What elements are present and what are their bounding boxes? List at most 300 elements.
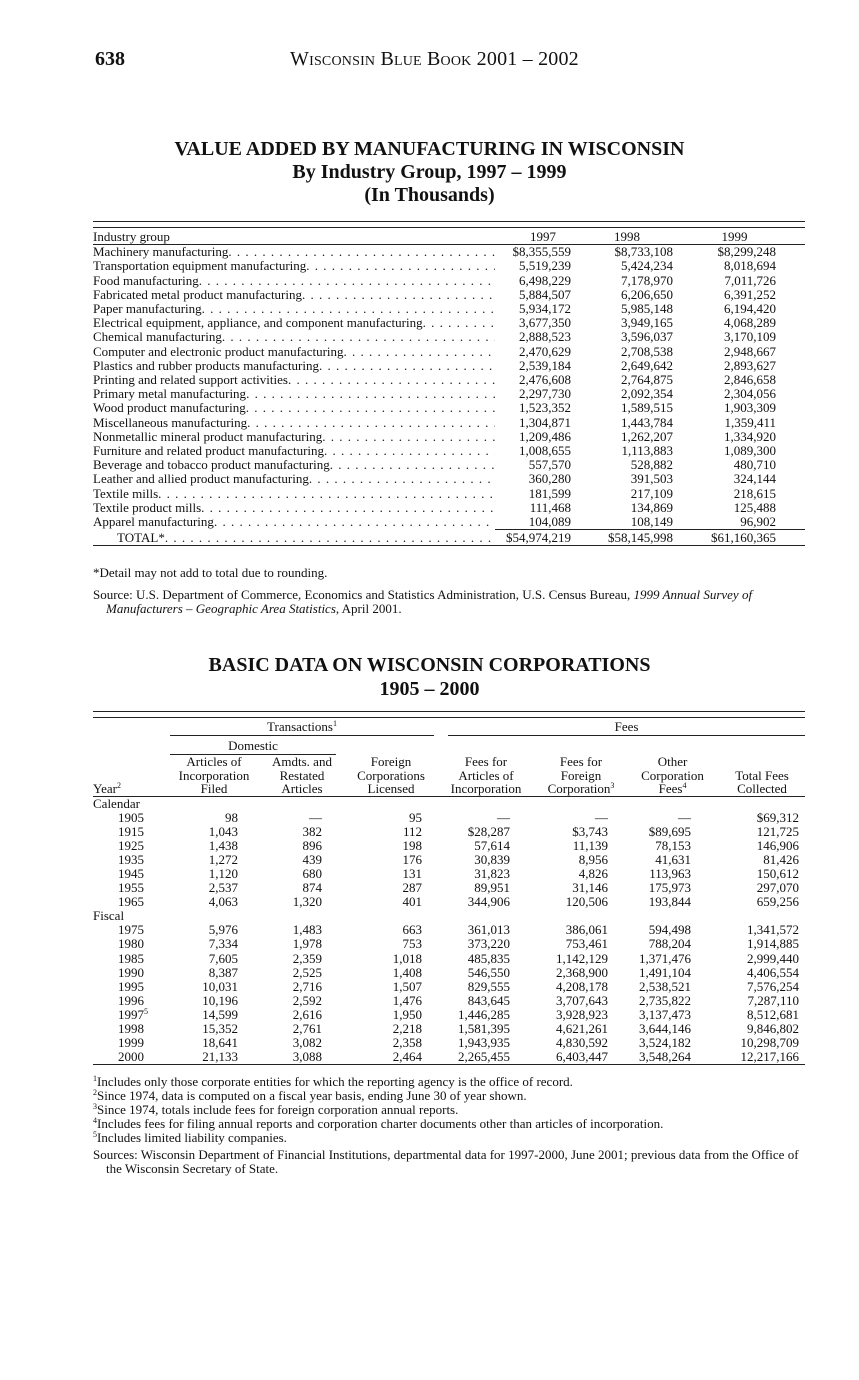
value-cell: 150,612 xyxy=(756,865,800,881)
industry-label: Plastics and rubber products manufacturing xyxy=(93,358,319,373)
year: 1997 xyxy=(118,1006,144,1022)
leader-line xyxy=(93,487,495,501)
value-cell-1997: 5,519,239 xyxy=(519,258,571,274)
value-cell-1998: 3,949,165 xyxy=(621,315,673,331)
footnote-text: Includes fees for filing annual reports and corporation charter documents other than articles of incorporation. xyxy=(97,1116,664,1131)
table2-sources: Sources: Wisconsin Department of Financial Institutions, departmental data for 1997-2000, June 2001; previous data from the Office of the Wisconsin Secretary of State. xyxy=(93,1147,799,1176)
value-cell: 1,341,572 xyxy=(747,922,800,938)
value-cell: 2,359 xyxy=(292,950,322,966)
value-cell: 3,137,473 xyxy=(639,1006,692,1022)
rule xyxy=(93,221,805,222)
col-header-other-fees: Other Corporation Fees$^4$ xyxy=(641,754,704,796)
leader-line xyxy=(93,387,495,401)
value-cell-1997: $54,974,219 xyxy=(495,530,571,546)
rule xyxy=(93,711,805,712)
value-cell: 1,483 xyxy=(292,922,322,938)
value-cell: 2,525 xyxy=(292,964,322,980)
value-cell-1997: 6,498,229 xyxy=(519,272,571,288)
year: 1945 xyxy=(118,865,144,881)
value-cell: 2,999,440 xyxy=(747,950,800,966)
dot-leader xyxy=(222,330,495,344)
value-cell: $3,743 xyxy=(572,823,609,839)
table-row xyxy=(93,1022,805,1036)
value-cell: 95 xyxy=(409,809,423,825)
section-row xyxy=(93,796,805,811)
source-publication: 1999 Annual Survey of Manufacturers – Geographic Area Statistics xyxy=(106,587,753,616)
industry-cell xyxy=(93,530,495,546)
dot-leader xyxy=(228,245,495,259)
value-cell: 10,298,709 xyxy=(740,1035,800,1051)
value-cell: 10,196 xyxy=(202,992,238,1008)
spacer xyxy=(776,515,805,530)
value-cell: 2,464 xyxy=(392,1049,423,1065)
value-cell-1997: 557,570 xyxy=(528,457,571,473)
industry-cell xyxy=(93,245,495,260)
spacer xyxy=(776,530,805,546)
source-text: Source: U.S. Department of Commerce, Economics and Statistics Administration, U.S. Census Bureau, xyxy=(93,587,634,602)
dot-leader xyxy=(165,531,495,545)
value-cell-1999: 2,948,667 xyxy=(724,343,776,359)
value-cell-1999: 3,170,109 xyxy=(724,329,776,345)
table-row xyxy=(93,458,805,472)
year-cell xyxy=(93,881,170,895)
year-cell xyxy=(93,853,170,867)
dot-leader xyxy=(214,515,495,529)
value-cell: 4,826 xyxy=(578,865,609,881)
year-cell xyxy=(93,825,170,839)
year: 1985 xyxy=(118,950,144,966)
spacer xyxy=(776,274,805,288)
value-cell-1998: 5,424,234 xyxy=(621,258,673,274)
value-cell: 663 xyxy=(402,922,423,938)
year-cell xyxy=(93,966,170,980)
leader-line xyxy=(93,416,495,430)
industry-cell xyxy=(93,316,495,330)
dot-leader xyxy=(306,259,495,273)
group-label: Transactions xyxy=(267,719,333,734)
footnote xyxy=(93,1089,808,1103)
dot-leader xyxy=(199,274,495,288)
value-cell: 12,217,166 xyxy=(740,1049,800,1065)
table1-units: (In Thousands) xyxy=(364,184,495,206)
value-cell: 10,031 xyxy=(202,978,238,994)
value-cell: 1,408 xyxy=(392,964,423,980)
value-cell: 2,537 xyxy=(208,880,238,896)
dot-leader xyxy=(344,345,495,359)
table-row xyxy=(93,430,805,444)
value-cell-1997: 1,523,352 xyxy=(519,400,571,416)
year-cell xyxy=(93,1022,170,1036)
value-cell-1999: 1,334,920 xyxy=(724,428,776,444)
value-cell: 4,406,554 xyxy=(747,964,800,980)
year: 1998 xyxy=(118,1021,144,1036)
industry-label: Computer and electronic product manufacturing xyxy=(93,344,344,359)
value-cell: 4,208,178 xyxy=(556,978,609,994)
year: 1925 xyxy=(118,837,144,853)
value-cell-1999: 2,304,056 xyxy=(724,386,776,402)
group-fees: Fees xyxy=(448,719,805,736)
dot-leader xyxy=(246,387,495,401)
value-cell-1999: 125,488 xyxy=(733,499,776,515)
col-header-articles: Articles of Incorporation Filed xyxy=(178,754,250,796)
value-cell: 1,507 xyxy=(392,978,423,994)
spacer xyxy=(776,330,805,344)
value-cell-1999: 7,011,726 xyxy=(724,272,776,288)
value-cell: 2,538,521 xyxy=(639,978,692,994)
industry-label: Leather and allied product manufacturing xyxy=(93,472,309,487)
spacer xyxy=(776,401,805,415)
value-cell-1999: $8,299,248 xyxy=(717,244,776,260)
industry-cell xyxy=(93,259,495,273)
leader-line xyxy=(93,444,495,458)
year: 1995 xyxy=(118,978,144,994)
table-row xyxy=(93,302,805,316)
value-cell: 6,403,447 xyxy=(556,1049,609,1065)
value-cell: 7,576,254 xyxy=(747,978,800,994)
value-cell: 31,146 xyxy=(572,880,609,896)
value-cell-1999: 1,089,300 xyxy=(724,443,776,459)
section-row xyxy=(93,909,805,923)
industry-cell xyxy=(93,430,495,444)
spacer xyxy=(776,458,805,472)
col-header-1999: 1999 xyxy=(721,229,748,244)
year-cell xyxy=(93,1008,170,1022)
value-cell: 439 xyxy=(302,851,322,867)
dot-leader xyxy=(288,373,495,387)
value-cell: 7,287,110 xyxy=(747,992,800,1008)
footnote-number: 4 xyxy=(93,1116,97,1125)
table-row xyxy=(93,1008,805,1022)
value-cell: 3,928,923 xyxy=(556,1006,609,1022)
value-cell-1997: 2,470,629 xyxy=(519,343,571,359)
value-cell: 176 xyxy=(402,851,423,867)
industry-cell xyxy=(93,472,495,486)
value-cell: 7,334 xyxy=(208,936,238,952)
value-cell: 753 xyxy=(402,936,423,952)
dot-leader xyxy=(302,288,495,302)
value-cell-1999: 480,710 xyxy=(733,457,776,473)
table-row xyxy=(93,937,805,951)
value-cell: 15,352 xyxy=(202,1021,238,1036)
industry-cell xyxy=(93,501,495,515)
value-cell: 594,498 xyxy=(648,922,692,938)
value-cell-1998: 1,589,515 xyxy=(621,400,673,416)
spacer xyxy=(776,359,805,373)
dot-leader xyxy=(309,472,495,486)
table-row xyxy=(93,444,805,458)
running-title: Wisconsin Blue Book 2001 – 2002 xyxy=(290,48,579,70)
value-cell: 131 xyxy=(402,865,423,881)
dot-leader xyxy=(201,501,495,515)
year-cell xyxy=(93,1050,170,1065)
table1-source xyxy=(93,588,821,616)
spacer xyxy=(776,345,805,359)
leader-line xyxy=(93,430,495,444)
year: 1980 xyxy=(118,936,144,952)
value-cell: 193,844 xyxy=(648,894,692,910)
spacer xyxy=(776,501,805,515)
value-cell-1999: 324,144 xyxy=(733,471,776,487)
value-cell: 1,914,885 xyxy=(747,936,800,952)
table-row xyxy=(93,373,805,387)
industry-label: Primary metal manufacturing xyxy=(93,387,247,402)
value-cell-1999: 218,615 xyxy=(733,485,776,501)
industry-cell xyxy=(93,487,495,501)
value-cell: 1,446,285 xyxy=(458,1006,511,1022)
value-cell: 2,616 xyxy=(292,1006,322,1022)
table-row xyxy=(93,980,805,994)
industry-cell xyxy=(93,359,495,373)
industry-label: Furniture and related product manufacturing xyxy=(93,444,325,459)
value-cell: 8,387 xyxy=(208,964,238,980)
year: 1915 xyxy=(118,823,144,839)
value-cell: 81,426 xyxy=(763,851,800,867)
value-cell: — xyxy=(309,809,322,825)
footnote xyxy=(93,1131,808,1145)
industry-cell xyxy=(93,387,495,401)
table-row xyxy=(93,416,805,430)
year-cell xyxy=(93,839,170,853)
value-cell: 2,761 xyxy=(292,1021,322,1036)
footnote xyxy=(93,1103,808,1117)
footnote-text: Includes limited liability companies. xyxy=(97,1130,287,1145)
value-cell: $28,287 xyxy=(467,823,511,839)
industry-label: Transportation equipment manufacturing xyxy=(93,259,307,274)
value-cell: 386,061 xyxy=(565,922,609,938)
leader-line xyxy=(93,316,495,330)
value-cell: 30,839 xyxy=(474,851,511,867)
table-row xyxy=(93,401,805,415)
value-cell-1997: 2,888,523 xyxy=(519,329,571,345)
value-cell: 896 xyxy=(302,837,322,853)
value-cell: 89,951 xyxy=(474,880,511,896)
year-cell xyxy=(93,994,170,1008)
corporations-table xyxy=(93,719,805,1065)
industry-label: Nonmetallic mineral product manufacturing xyxy=(93,429,323,444)
year: 1955 xyxy=(118,880,144,896)
value-cell: 1,043 xyxy=(208,823,238,839)
year-cell xyxy=(93,895,170,909)
spacer xyxy=(776,387,805,401)
value-cell: $89,695 xyxy=(648,823,692,839)
dot-leader xyxy=(423,316,495,330)
total-row xyxy=(93,530,805,546)
table-row xyxy=(93,515,805,530)
leader-line xyxy=(93,531,495,545)
spacer xyxy=(776,288,805,302)
value-cell: — xyxy=(595,809,609,825)
value-cell: 2,358 xyxy=(392,1035,423,1051)
value-cell: 3,548,264 xyxy=(639,1049,692,1065)
footnote-number: 3 xyxy=(93,1102,97,1111)
value-cell: 680 xyxy=(302,865,322,881)
table-row xyxy=(93,359,805,373)
section-label: Calendar xyxy=(93,795,140,811)
value-cell: 3,524,182 xyxy=(639,1035,692,1051)
value-cell: 1,581,395 xyxy=(458,1021,511,1036)
value-cell: 874 xyxy=(302,880,322,896)
value-cell-1998: 391,503 xyxy=(630,471,673,487)
industry-cell xyxy=(93,288,495,302)
table-row xyxy=(93,966,805,980)
industry-cell xyxy=(93,330,495,344)
value-cell: — xyxy=(678,809,692,825)
value-cell: 8,512,681 xyxy=(747,1006,800,1022)
value-cell-1999: 4,068,289 xyxy=(724,315,776,331)
table1-subtitle: By Industry Group, 1997 – 1999 xyxy=(292,161,567,183)
value-cell: 1,950 xyxy=(392,1006,423,1022)
footnote-number: 1 xyxy=(93,1074,97,1083)
col-header-1997: 1997 xyxy=(530,229,556,244)
value-cell: 1,142,129 xyxy=(556,950,609,966)
spacer xyxy=(776,444,805,458)
value-cell-1998: 3,596,037 xyxy=(621,329,673,345)
group-domestic: Domestic xyxy=(170,736,336,755)
value-cell-1999: 1,359,411 xyxy=(724,414,776,430)
table1-title: VALUE ADDED BY MANUFACTURING IN WISCONSIN xyxy=(174,138,685,160)
industry-label: Fabricated metal product manufacturing xyxy=(93,287,303,302)
dot-leader xyxy=(247,416,495,430)
industry-cell xyxy=(93,416,495,430)
page-number: 638 xyxy=(95,48,125,70)
footnote-number: 5 xyxy=(93,1130,97,1139)
industry-cell xyxy=(93,373,495,387)
footnote-text: Since 1974, data is computed on a fiscal year basis, ending June 30 of year shown. xyxy=(97,1088,527,1103)
value-cell-1997: 5,934,172 xyxy=(519,301,571,317)
value-cell-1997: 3,677,350 xyxy=(519,315,571,331)
value-cell: 41,631 xyxy=(655,851,692,867)
table-row xyxy=(93,345,805,359)
value-cell-1999: 6,391,252 xyxy=(724,286,776,302)
table-row xyxy=(93,881,805,895)
value-cell-1998: 108,149 xyxy=(630,514,673,530)
value-cell: 2,368,900 xyxy=(556,964,609,980)
table-row xyxy=(93,867,805,881)
table-row xyxy=(93,387,805,401)
dot-leader xyxy=(202,302,495,316)
value-cell: 546,550 xyxy=(467,964,511,980)
value-cell: 1,491,104 xyxy=(639,964,692,980)
value-cell: 18,641 xyxy=(202,1035,238,1051)
value-cell: 4,621,261 xyxy=(556,1021,609,1036)
spacer xyxy=(776,316,805,330)
value-cell-1998: 6,206,650 xyxy=(621,286,673,302)
value-cell-1998: 2,764,875 xyxy=(621,372,673,388)
industry-label: Paper manufacturing xyxy=(93,302,202,317)
industry-label: TOTAL* xyxy=(117,530,165,545)
value-cell-1997: 111,468 xyxy=(529,499,571,515)
value-cell: 112 xyxy=(402,823,423,839)
value-cell: 382 xyxy=(302,823,322,839)
year-cell xyxy=(93,1036,170,1050)
leader-line xyxy=(93,472,495,486)
value-cell-1998: 5,985,148 xyxy=(621,301,673,317)
rule xyxy=(93,717,805,718)
leader-line xyxy=(93,458,495,472)
spacer xyxy=(776,430,805,444)
value-cell: 8,956 xyxy=(578,851,609,867)
industry-label: Chemical manufacturing xyxy=(93,330,222,345)
value-cell: 2,735,822 xyxy=(639,992,692,1008)
year: 1975 xyxy=(118,922,144,938)
section-label: Fiscal xyxy=(93,908,125,924)
value-cell-1997: 104,089 xyxy=(528,514,571,530)
leader-line xyxy=(93,288,495,302)
leader-line xyxy=(93,373,495,387)
value-cell-1998: $8,733,108 xyxy=(614,244,673,260)
value-cell: 21,133 xyxy=(202,1049,238,1065)
dot-leader xyxy=(246,401,495,415)
value-cell: 3,082 xyxy=(292,1035,322,1051)
value-cell: 11,139 xyxy=(572,837,609,853)
footnote-text: Since 1974, totals include fees for foreign corporation annual reports. xyxy=(97,1102,459,1117)
source-date: , April 2001. xyxy=(335,601,402,616)
year: 1990 xyxy=(118,964,144,980)
value-cell: 2,592 xyxy=(292,992,322,1008)
value-cell: 198 xyxy=(402,837,423,853)
leader-line xyxy=(93,401,495,415)
value-cell: 113,963 xyxy=(649,865,692,881)
value-cell-1998: $58,145,998 xyxy=(571,530,673,546)
table-row xyxy=(93,1050,805,1065)
footnote xyxy=(93,1075,808,1089)
value-cell: 1,120 xyxy=(208,865,238,881)
industry-label: Miscellaneous manufacturing xyxy=(93,415,248,430)
value-cell: 401 xyxy=(402,894,423,910)
value-cell: 361,013 xyxy=(467,922,511,938)
value-cell: 4,063 xyxy=(208,894,238,910)
value-cell-1998: 217,109 xyxy=(630,485,673,501)
footnote xyxy=(93,1117,808,1131)
industry-label: Food manufacturing xyxy=(93,273,199,288)
value-cell-1998: 134,869 xyxy=(630,499,673,515)
value-cell-1999: 2,893,627 xyxy=(724,357,776,373)
value-cell: 2,218 xyxy=(392,1021,423,1036)
value-cell: 3,644,146 xyxy=(639,1021,692,1036)
industry-cell xyxy=(93,515,495,530)
table-row xyxy=(93,952,805,966)
industry-label: Textile product mills xyxy=(93,500,202,515)
leader-line xyxy=(93,245,495,259)
leader-line xyxy=(93,515,495,529)
dot-leader xyxy=(330,458,495,472)
value-cell: 7,605 xyxy=(208,950,238,966)
value-cell-1998: 528,882 xyxy=(630,457,673,473)
value-cell: 788,204 xyxy=(648,936,692,952)
table2-footnotes xyxy=(93,1075,808,1176)
industry-cell xyxy=(93,345,495,359)
value-added-table xyxy=(93,230,805,546)
leader-line xyxy=(93,359,495,373)
value-cell: 485,835 xyxy=(467,950,511,966)
value-cell-1997: $8,355,559 xyxy=(512,244,571,260)
value-cell-1998: 1,113,883 xyxy=(621,443,673,459)
value-cell: 1,978 xyxy=(292,936,322,952)
value-cell: 659,256 xyxy=(756,894,800,910)
value-cell: 2,265,455 xyxy=(458,1049,511,1065)
value-cell-1999: 6,194,420 xyxy=(724,301,776,317)
value-cell: 4,830,592 xyxy=(556,1035,609,1051)
industry-cell xyxy=(93,274,495,288)
value-cell: 287 xyxy=(402,880,423,896)
value-cell: 78,153 xyxy=(655,837,692,853)
value-cell-1999: $61,160,365 xyxy=(673,530,776,546)
value-cell: 1,438 xyxy=(208,837,238,853)
table-row xyxy=(93,472,805,486)
value-cell-1999: 8,018,694 xyxy=(724,258,776,274)
value-cell-1998: 7,178,970 xyxy=(621,272,673,288)
rule xyxy=(93,227,805,228)
